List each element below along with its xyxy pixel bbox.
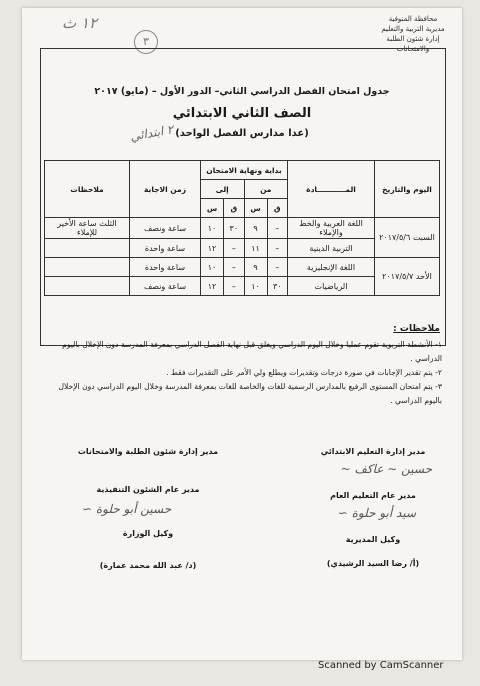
cell-from-s: ١١ <box>244 239 267 258</box>
document-title: جدول امتحان الفصل الدراسي الثاني– الدور الأول – (مايو) ٢٠١٧ <box>94 86 390 97</box>
col-from: من <box>244 180 287 199</box>
signature-executive: مدير عام الشئون التنفيذية <box>96 485 200 494</box>
cell-notes <box>45 277 130 296</box>
col-to-q: ق <box>224 199 244 218</box>
cell-duration: ساعة ونصف <box>130 218 201 239</box>
stamp-line: مديرية التربية والتعليم <box>381 25 445 33</box>
table-row <box>45 218 440 239</box>
signature-scribble: ∽ حسين أبو حلوة <box>82 502 172 516</box>
cell-to-s: ١٢ <box>201 239 224 258</box>
signature-exams: مدير إدارة شئون الطلبة والامتحانات <box>77 447 219 456</box>
cell-notes <box>45 239 130 258</box>
col-to: إلى <box>201 180 245 199</box>
handwritten-note: ١٢ ث <box>62 14 98 32</box>
cell-duration: ساعة واحدة <box>130 239 201 258</box>
signature-directorate-name: (أ/ رضا السيد الرشيدي) <box>326 559 420 568</box>
cell-to-q: – <box>224 258 244 277</box>
handwritten-circle: ٣ <box>134 30 158 54</box>
signature-scribble: ∽ سيد أبو حلوة <box>337 506 416 520</box>
cell-from-q: ٣٠ <box>267 277 287 296</box>
col-from-s: س <box>244 199 267 218</box>
cell-duration: ساعة واحدة <box>130 258 201 277</box>
stamp-line: محافظة المنوفية <box>388 15 438 23</box>
cell-to-s: ١٢ <box>201 277 224 296</box>
notes-list <box>46 338 442 408</box>
cell-to-q: ٣٠ <box>224 218 244 239</box>
cell-from-s: ٩ <box>244 258 267 277</box>
note-item: ٣- يتم امتحان المستوى الرفيع بالمدارس الرسمية للغات والخاصة للغات بمعرفة المدرسة وخلال اليوم الدراسي دون الإخلال باليوم الدراسي . <box>58 382 442 405</box>
cell-notes <box>45 258 130 277</box>
table-row <box>45 258 440 277</box>
cell-from-q: – <box>267 239 287 258</box>
col-subject: المـــــــــــادة <box>288 161 375 218</box>
cell-subject: الرياضيات <box>288 277 375 296</box>
document-page <box>22 8 462 660</box>
cell-to-s: ١٠ <box>201 218 224 239</box>
cell-to-q: – <box>224 277 244 296</box>
signature-directorate-role: وكيل المديرية <box>345 535 401 544</box>
grade-title: الصف الثاني الابتدائي <box>172 106 312 121</box>
scanner-watermark: Scanned by CamScanner <box>318 660 444 671</box>
col-notes: ملاحظات <box>45 161 130 218</box>
signature-ministry-name: (د/ عبد الله محمد عمارة) <box>99 561 197 570</box>
cell-subject: اللغة العربية والخط والإملاء <box>288 218 375 239</box>
note-item: ٢- يتم تقدير الإجابات في صورة درجات وتقديرات ويطلع ولي الأمر على التقديرات فقط . <box>166 368 442 377</box>
signature-scribble: ~ حسين ∽ عاكف <box>340 462 432 476</box>
signature-general-education: مدير عام التعليم العام <box>330 491 416 500</box>
signature-ministry-role: وكيل الوزارة <box>122 529 174 538</box>
col-from-q: ق <box>267 199 287 218</box>
cell-day: الأحد ٢٠١٧/٥/٧ <box>375 258 440 296</box>
grade-subtitle: (عدا مدارس الفصل الواحد) <box>175 128 309 139</box>
cell-from-s: ١٠ <box>244 277 267 296</box>
stamp-line: إدارة شئون الطلبة والامتحانات <box>386 35 440 53</box>
cell-day: السبت ٢٠١٧/٥/٦ <box>375 218 440 258</box>
cell-from-q: – <box>267 218 287 239</box>
cell-to-s: ١٠ <box>201 258 224 277</box>
col-timespan: بداية ونهاية الامتحان <box>201 161 288 180</box>
col-duration: زمن الاجابة <box>130 161 201 218</box>
col-to-s: س <box>201 199 224 218</box>
signature-primary-education: مدير إدارة التعليم الابتدائي <box>320 447 426 456</box>
cell-duration: ساعة ونصف <box>130 277 201 296</box>
col-day: اليوم والتاريخ <box>375 161 440 218</box>
cell-from-q: – <box>267 258 287 277</box>
exam-schedule-table <box>44 160 440 296</box>
cell-from-s: ٩ <box>244 218 267 239</box>
handwritten-grade: ٢ ابتدائي <box>129 122 175 144</box>
cell-subject: التربية الدينية <box>288 239 375 258</box>
cell-notes: الثلث ساعة الأخير للإملاء <box>45 218 130 239</box>
cell-to-q: – <box>224 239 244 258</box>
cell-subject: اللغة الإنجليزية <box>288 258 375 277</box>
note-item: ١- الأنشطة التربوية تقوم عمليا وخلال اليوم الدراسي ويغلق قبل نهاية الفصل الدراسي بمعرفة المدرسة دون الإخلال باليوم الدراسي . <box>62 340 442 363</box>
notes-heading: ملاحظات : <box>393 324 440 334</box>
